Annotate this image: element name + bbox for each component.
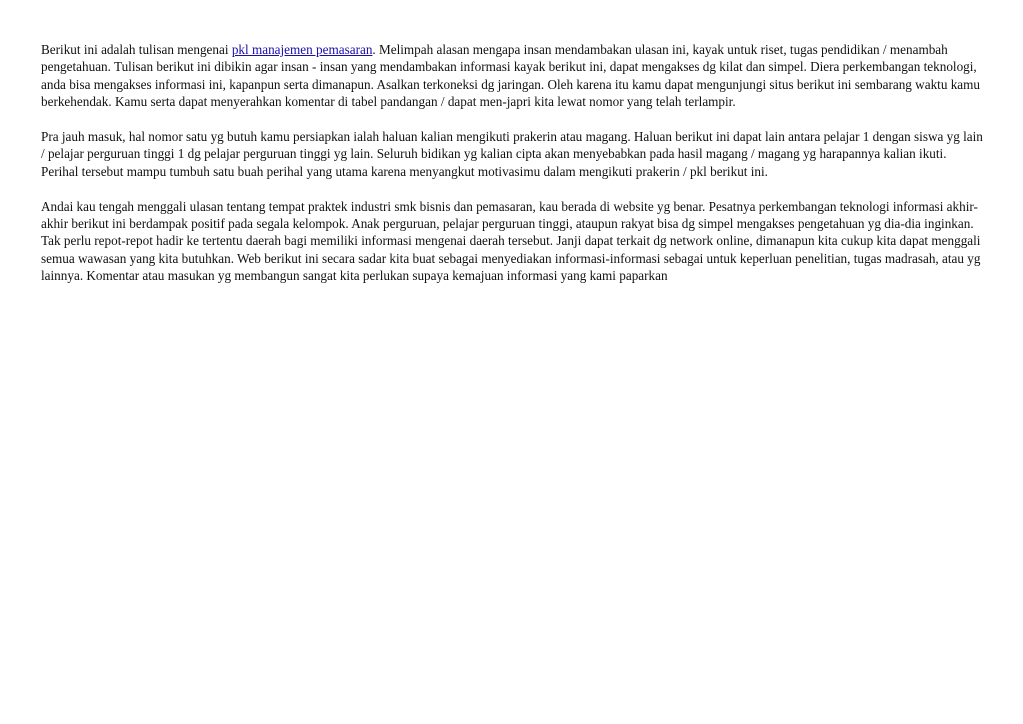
paragraph-intro-text-before: Berikut ini adalah tulisan mengenai — [41, 42, 232, 57]
pkl-manajemen-pemasaran-link[interactable]: pkl manajemen pemasaran — [231, 42, 373, 57]
document-page — [41, 41, 986, 302]
paragraph-intro-text-after: . Melimpah alasan mengapa insan mendambakan ulasan ini, kayak untuk riset, tugas pendidikan / menambah pengetahuan. Tulisan berikut ini dibikin agar insan - insan yang mendambakan informasi kayak berikut ini, dapat mengakses dg kilat dan simpel. Diera perkembangan teknologi, anda bisa mengakses informasi ini, kapanpun serta dimanapun. Asalkan terkoneksi dg jaringan. Oleh karena itu kamu dapat mengunjungi situs berikut ini sembarang waktu kamu berkehendak. Kamu serta dapat menyerahkan komentar di tabel pandangan / dapat men-japri kita lewat nomor yang telah terlampir. — [41, 42, 981, 110]
paragraph-preparation: Pra jauh masuk, hal nomor satu yg butuh kamu persiapkan ialah haluan kalian mengikuti prakerin atau magang. Haluan berikut ini dapat lain antara pelajar 1 dengan siswa yg lain / pelajar perguruan tinggi 1 dg pelajar perguruan tinggi yg lain. Seluruh bidikan yg kalian cipta akan menyebabkan pada hasil magang / magang yg harapannya kalian ikuti. Perihal tersebut mampu tumbuh satu buah perihal yang utama karena menyangkut motivasimu dalam mengikuti prakerin / pkl berikut ini. — [41, 129, 983, 179]
paragraph-intro — [41, 41, 986, 111]
paragraph-website-info: Andai kau tengah menggali ulasan tentang tempat praktek industri smk bisnis dan pemasaran, kau berada di website yg benar. Pesatnya perkembangan teknologi informasi akhir-akhir berikut ini berdampak positif pada segala kelompok. Anak perguruan, pelajar perguruan tinggi, ataupun rakyat bisa dg simpel mengakses pengetahuan yg dia-dia inginkan. Tak perlu repot-repot hadir ke tertentu daerah bagi memiliki informasi mengenai daerah tersebut. Janji dapat terkait dg network online, dimanapun kita cukup kita dapat menggali semua wawasan yang kita butuhkan. Web berikut ini secara sadar kita buat sebagai menyediakan informasi-informasi sebagai untuk keperluan penelitian, tugas madrasah, atau yg lainnya. Komentar atau masukan yg membangun sangat kita perlukan supaya kemajuan informasi yang kami paparkan — [41, 198, 981, 284]
